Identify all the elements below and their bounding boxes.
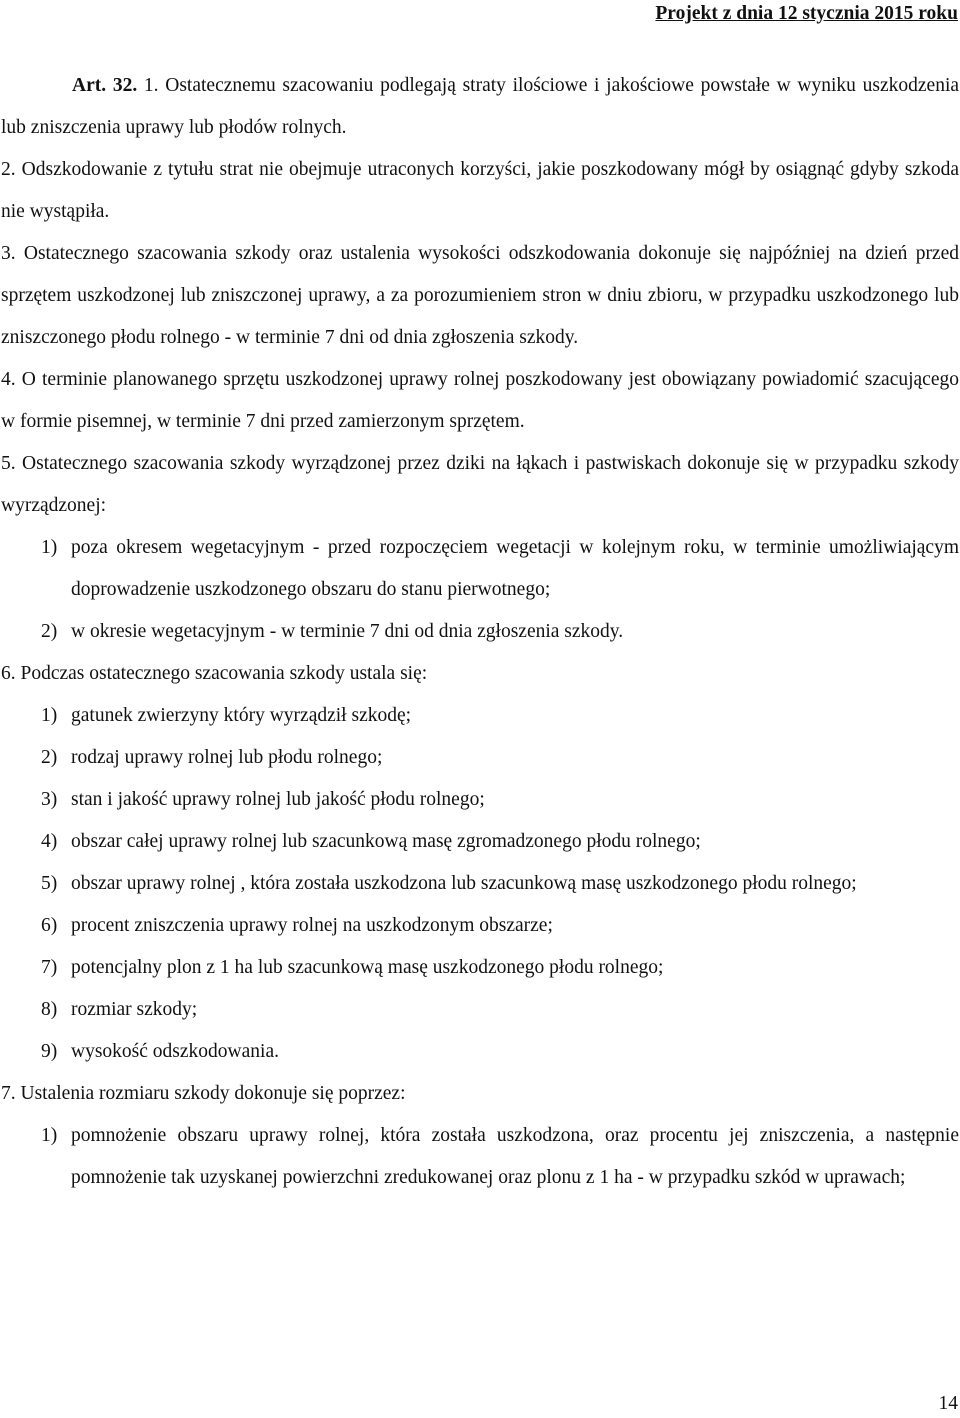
article-paragraph-7: 7. Ustalenia rozmiaru szkody dokonuje się poprzez: <box>1 1083 406 1104</box>
list-item <box>1 695 959 737</box>
list-item-number: 2) <box>41 621 58 642</box>
list-item-number: 1) <box>41 1125 58 1146</box>
article-paragraph-5: 5. Ostatecznego szacowania szkody wyrządzonej przez dziki na łąkach i pastwiskach dokonuje się w przypadku szkody wyrządzonej: <box>1 453 959 516</box>
article-paragraph-1 <box>1 65 959 149</box>
list-item-text: pomnożenie obszaru uprawy rolnej, która została uszkodzona, oraz procentu jej zniszczenia, a następnie pomnożenie tak uzyskanej powierzchni zredukowanej oraz plonu z 1 ha - w przypadku szkód w uprawach; <box>71 1125 959 1188</box>
list-item <box>1 779 959 821</box>
article-paragraph-4: 4. O terminie planowanego sprzętu uszkodzonej uprawy rolnej poszkodowany jest obowiązany powiadomić szacującego w formie pisemnej, w terminie 7 dni przed zamierzonym sprzętem. <box>1 369 959 432</box>
paragraph-5-list <box>1 527 959 653</box>
list-item <box>1 737 959 779</box>
list-item-number: 7) <box>41 957 58 978</box>
list-item-number: 4) <box>41 831 58 852</box>
list-item-number: 5) <box>41 873 58 894</box>
list-item-number: 2) <box>41 747 58 768</box>
list-item-text: stan i jakość uprawy rolnej lub jakość płodu rolnego; <box>71 789 485 810</box>
list-item-text: obszar całej uprawy rolnej lub szacunkową masę zgromadzonego płodu rolnego; <box>71 831 701 852</box>
list-item-text: gatunek zwierzyny który wyrządził szkodę; <box>71 705 412 726</box>
list-item <box>1 821 959 863</box>
article-paragraph-3: 3. Ostatecznego szacowania szkody oraz ustalenia wysokości odszkodowania dokonuje się najpóźniej na dzień przed sprzętem uszkodzonej lub zniszczonej uprawy, a za porozumieniem stron w dniu zbioru, w przypadku uszkodzonego lub zniszczonego płodu rolnego - w terminie 7 dni od dnia zgłoszenia szkody. <box>1 243 959 348</box>
list-item-number: 3) <box>41 789 58 810</box>
list-item-text: w okresie wegetacyjnym - w terminie 7 dni od dnia zgłoszenia szkody. <box>71 621 624 642</box>
list-item <box>1 947 959 989</box>
list-item <box>1 1031 959 1073</box>
list-item-number: 8) <box>41 999 58 1020</box>
document-body <box>1 65 959 1199</box>
list-item-text: rozmiar szkody; <box>71 999 198 1020</box>
list-item <box>1 611 959 653</box>
paragraph-7-list <box>1 1115 959 1199</box>
list-item-text: wysokość odszkodowania. <box>71 1041 279 1062</box>
paragraph-1-text: 1. Ostatecznemu szacowaniu podlegają straty ilościowe i jakościowe powstałe w wyniku uszkodzenia lub zniszczenia uprawy lub płodów rolnych. <box>1 75 960 138</box>
list-item-number: 9) <box>41 1041 58 1062</box>
list-item-text: rodzaj uprawy rolnej lub płodu rolnego; <box>71 747 383 768</box>
article-paragraph-6: 6. Podczas ostatecznego szacowania szkody ustala się: <box>1 663 428 684</box>
list-item <box>1 863 959 905</box>
paragraph-6-list <box>1 695 959 1073</box>
list-item-text: procent zniszczenia uprawy rolnej na uszkodzonym obszarze; <box>71 915 553 936</box>
list-item-text: obszar uprawy rolnej , która została uszkodzona lub szacunkową masę uszkodzonego płodu rolnego; <box>71 873 857 894</box>
list-item <box>1 1115 959 1199</box>
page-number: 14 <box>938 1393 958 1414</box>
article-paragraph-2: 2. Odszkodowanie z tytułu strat nie obejmuje utraconych korzyści, jakie poszkodowany mógł by osiągnąć gdyby szkoda nie wystąpiła. <box>1 159 959 222</box>
list-item-number: 1) <box>41 537 58 558</box>
list-item <box>1 527 959 611</box>
list-item-number: 6) <box>41 915 58 936</box>
document-header: Projekt z dnia 12 stycznia 2015 roku <box>655 3 958 24</box>
list-item <box>1 905 959 947</box>
list-item-number: 1) <box>41 705 58 726</box>
list-item-text: poza okresem wegetacyjnym - przed rozpoczęciem wegetacji w kolejnym roku, w terminie umożliwiającym doprowadzenie uszkodzonego obszaru do stanu pierwotnego; <box>71 537 959 600</box>
list-item <box>1 989 959 1031</box>
article-number: Art. 32. <box>72 75 138 96</box>
list-item-text: potencjalny plon z 1 ha lub szacunkową masę uszkodzonego płodu rolnego; <box>71 957 664 978</box>
